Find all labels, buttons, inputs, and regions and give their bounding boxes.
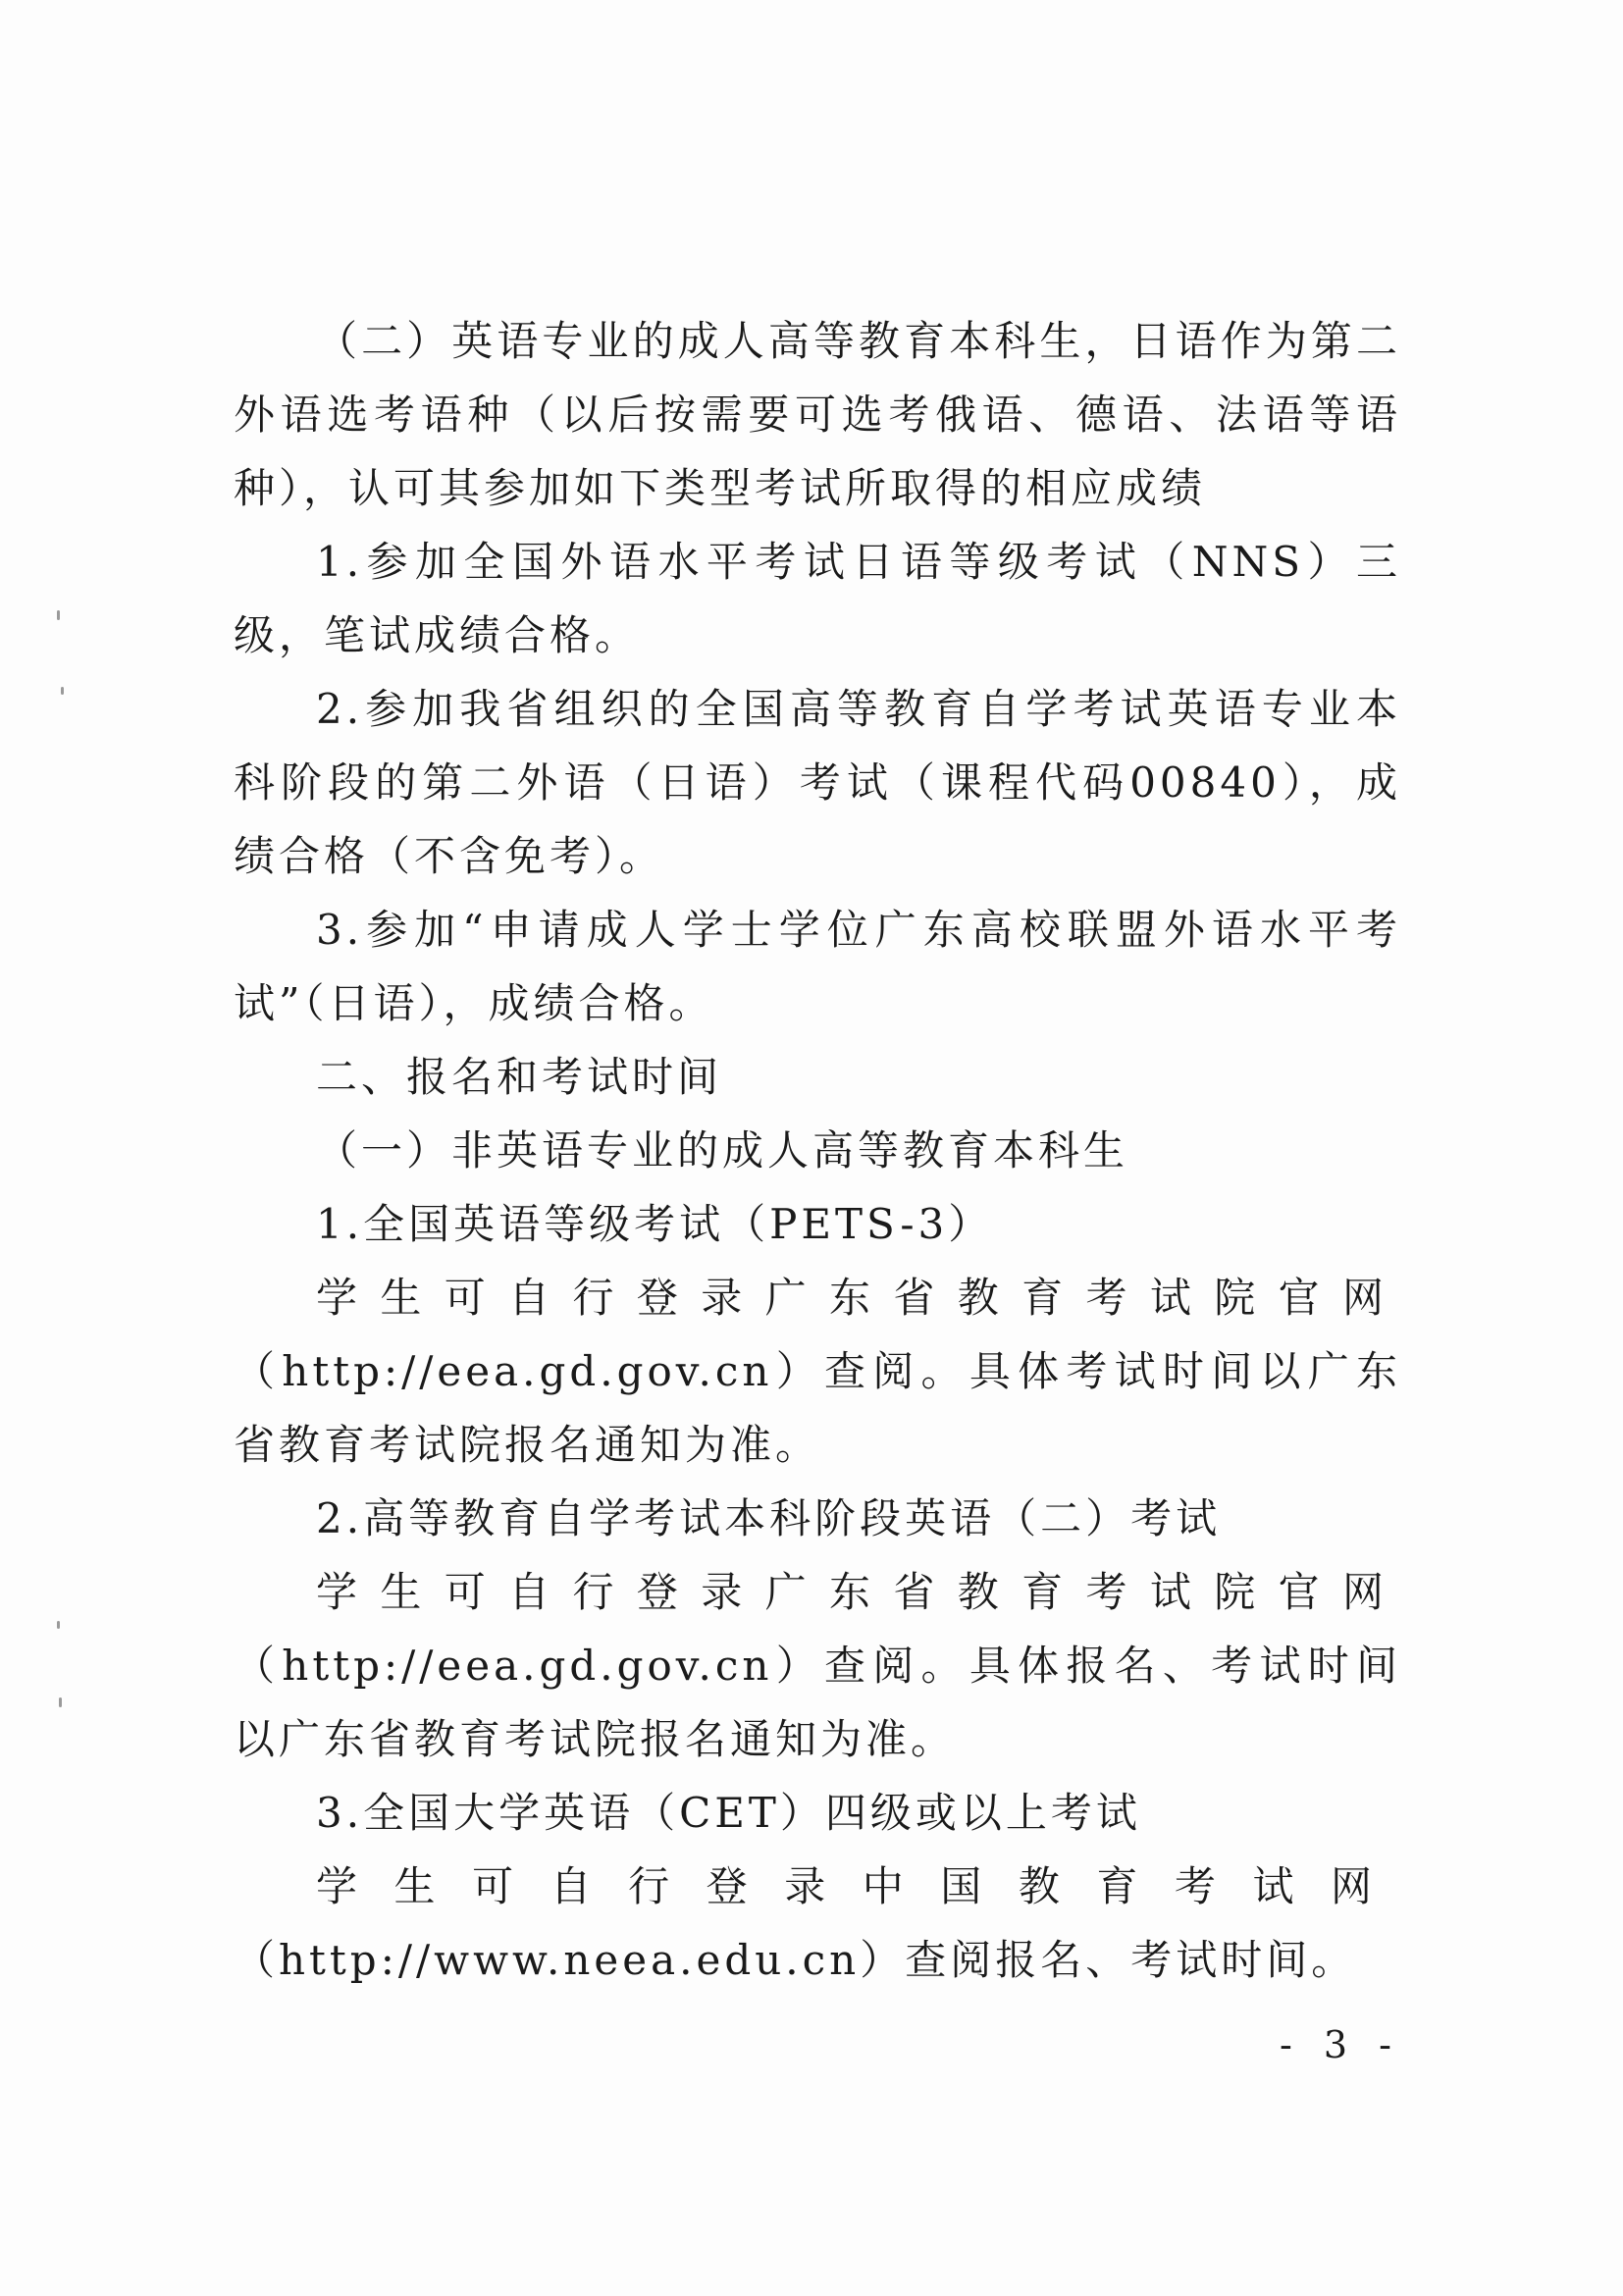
item-rest-pets: （http://eea.gd.gov.cn）查阅。具体考试时间以广东省教育考试院报名通知为准。 — [234, 1347, 1401, 1469]
paragraph-item-self-study: 2.参加我省组织的全国高等教育自学考试英语专业本科阶段的第二外语（日语）考试（课程代码00840），成绩合格（不含免考）。 — [234, 685, 1401, 880]
item-rest-cet: （http://www.neea.edu.cn）查阅报名、考试时间。 — [234, 1936, 1357, 1984]
paragraph-item-nns: 1.参加全国外语水平考试日语等级考试（NNS）三级，笔试成绩合格。 — [234, 538, 1401, 659]
item-title-pets: 1.全国英语等级考试（PETS-3） — [316, 1200, 994, 1248]
item-title-self-study-english: 2.高等教育自学考试本科阶段英语（二）考试 — [316, 1494, 1222, 1542]
item-lead-self-study-english: 学生可自行登录广东省教育考试院官网 — [316, 1568, 1401, 1616]
paragraph-item-alliance-exam: 3.参加“申请成人学士学位广东高校联盟外语水平考试”（日语），成绩合格。 — [234, 906, 1401, 1027]
item-lead-pets: 学生可自行登录广东省教育考试院官网 — [316, 1274, 1401, 1322]
item-lead-cet: 学生可自行登录中国教育考试网 — [316, 1862, 1401, 1910]
scan-speck — [61, 687, 64, 695]
item-title-cet: 3.全国大学英语（CET）四级或以上考试 — [316, 1789, 1141, 1837]
item-rest-self-study-english: （http://eea.gd.gov.cn）查阅。具体报名、考试时间以广东省教育考试院报名通知为准。 — [234, 1642, 1401, 1763]
paragraph-english-major: （二）英语专业的成人高等教育本科生，日语作为第二外语选考语种（以后按需要可选考俄语、德语、法语等语种），认可其参加如下类型考试所取得的相应成绩 — [234, 317, 1401, 512]
scan-speck — [59, 1697, 62, 1707]
page-number: - 3 - — [1279, 2023, 1401, 2066]
scan-speck — [57, 610, 60, 620]
scan-speck — [57, 1621, 60, 1629]
section-heading: 二、报名和考试时间 — [316, 1053, 723, 1101]
subsection-heading: （一）非英语专业的成人高等教育本科生 — [316, 1126, 1129, 1174]
document-body — [234, 304, 1401, 1997]
